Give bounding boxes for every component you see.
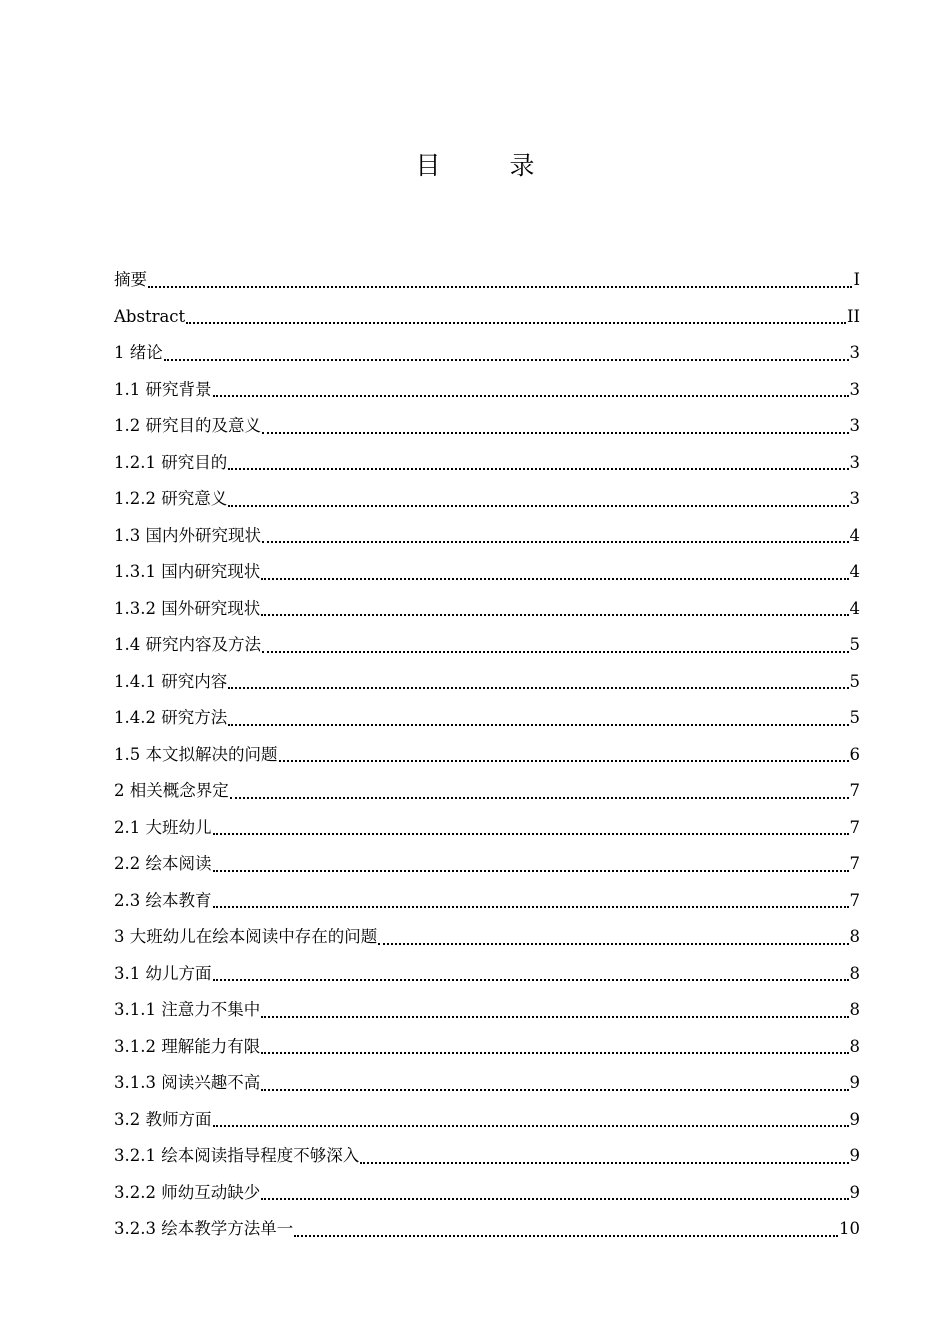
toc-entry-page-number: 5 (849, 708, 860, 727)
toc-dot-leader (261, 1051, 848, 1054)
toc-entry-page-number: 4 (849, 525, 860, 545)
page-title: 目 录 (415, 151, 557, 180)
toc-entry[interactable] (114, 992, 860, 1029)
toc-dot-leader (261, 1015, 848, 1018)
toc-dot-leader (213, 978, 849, 981)
toc-entry-page-number: 9 (849, 1182, 860, 1202)
toc-dot-leader (279, 759, 849, 762)
toc-entry-label: 3.1.2 理解能力有限 (114, 1036, 261, 1056)
toc-entry[interactable] (114, 518, 860, 555)
toc-entry-label: 3.1.1 注意力不集中 (114, 1000, 261, 1019)
toc-entry-page-number: 8 (849, 1036, 860, 1056)
toc-entry-label: 1.2 研究目的及意义 (114, 416, 261, 435)
toc-entry[interactable] (114, 919, 860, 956)
toc-dot-leader (262, 431, 849, 434)
toc-dot-leader (262, 650, 849, 653)
toc-entry-page-number: 3 (849, 343, 860, 362)
toc-entry-label: 2.3 绘本教育 (114, 890, 212, 910)
toc-entry-page-number: 9 (849, 1146, 860, 1165)
toc-entry-label: 1.3 国内外研究现状 (114, 525, 261, 545)
toc-entry-page-number: 9 (849, 1073, 860, 1092)
toc-dot-leader (230, 796, 849, 799)
toc-entry-label: 3.2.2 师幼互动缺少 (114, 1182, 261, 1202)
toc-entry-page-number: I (853, 270, 860, 289)
table-of-contents (114, 262, 860, 1248)
toc-entry-page-number: II (846, 306, 860, 326)
toc-dot-leader (261, 1197, 848, 1200)
toc-dot-leader (261, 577, 848, 580)
toc-dot-leader (261, 613, 848, 616)
toc-entry[interactable] (114, 627, 860, 664)
toc-dot-leader (213, 869, 849, 872)
toc-entry[interactable] (114, 664, 860, 701)
toc-entry-label: 摘要 (114, 270, 147, 289)
toc-entry-page-number: 4 (849, 562, 860, 581)
toc-entry-label: 1 绪论 (114, 343, 163, 362)
toc-dot-leader (360, 1161, 848, 1164)
toc-entry-label: 3.2.3 绘本教学方法单一 (114, 1219, 294, 1238)
toc-entry[interactable] (114, 1175, 860, 1212)
toc-entry-page-number: 4 (849, 598, 860, 618)
toc-dot-leader (186, 321, 846, 324)
toc-entry-label: 2.2 绘本阅读 (114, 854, 212, 873)
toc-entry-label: 1.2.2 研究意义 (114, 489, 228, 508)
toc-entry[interactable] (114, 846, 860, 883)
toc-dot-leader (228, 467, 848, 470)
toc-dot-leader (148, 285, 852, 288)
toc-dot-leader (213, 394, 849, 397)
toc-entry[interactable] (114, 481, 860, 518)
toc-entry-page-number: 10 (839, 1219, 860, 1238)
toc-entry-label: 1.4.1 研究内容 (114, 671, 228, 691)
toc-entry-label: Abstract (114, 306, 186, 326)
toc-entry-page-number: 7 (849, 854, 860, 873)
toc-entry-page-number: 9 (849, 1109, 860, 1129)
toc-entry[interactable] (114, 956, 860, 993)
toc-dot-leader (378, 942, 848, 945)
toc-entry-page-number: 5 (849, 635, 860, 654)
toc-entry-page-number: 6 (849, 744, 860, 764)
toc-entry[interactable] (114, 773, 860, 810)
toc-dot-leader (262, 540, 849, 543)
toc-entry-page-number: 7 (849, 817, 860, 837)
toc-dot-leader (213, 832, 849, 835)
toc-entry-page-number: 8 (849, 1000, 860, 1019)
toc-entry[interactable] (114, 335, 860, 372)
toc-entry-page-number: 3 (849, 452, 860, 472)
toc-entry-label: 3.1.3 阅读兴趣不高 (114, 1073, 261, 1092)
toc-entry-page-number: 7 (849, 890, 860, 910)
toc-entry-label: 1.3.2 国外研究现状 (114, 598, 261, 618)
toc-entry-label: 1.2.1 研究目的 (114, 452, 228, 472)
toc-entry[interactable] (114, 445, 860, 482)
toc-entry[interactable] (114, 408, 860, 445)
toc-entry[interactable] (114, 700, 860, 737)
toc-entry[interactable] (114, 1138, 860, 1175)
toc-entry-page-number: 3 (849, 379, 860, 399)
toc-entry[interactable] (114, 372, 860, 409)
toc-entry[interactable] (114, 737, 860, 774)
toc-entry[interactable] (114, 299, 860, 336)
toc-dot-leader (228, 504, 848, 507)
toc-dot-leader (164, 358, 849, 361)
toc-entry[interactable] (114, 883, 860, 920)
toc-entry[interactable] (114, 1211, 860, 1248)
toc-entry-label: 1.4 研究内容及方法 (114, 635, 261, 654)
toc-entry-page-number: 5 (849, 671, 860, 691)
toc-entry-label: 3 大班幼儿在绘本阅读中存在的问题 (114, 927, 378, 946)
toc-dot-leader (213, 905, 849, 908)
toc-entry[interactable] (114, 554, 860, 591)
toc-entry-page-number: 3 (849, 416, 860, 435)
toc-entry-page-number: 8 (849, 963, 860, 983)
toc-entry[interactable] (114, 591, 860, 628)
toc-entry[interactable] (114, 810, 860, 847)
toc-entry[interactable] (114, 1065, 860, 1102)
toc-entry-label: 1.4.2 研究方法 (114, 708, 228, 727)
toc-entry-label: 2.1 大班幼儿 (114, 817, 212, 837)
toc-entry-label: 3.1 幼儿方面 (114, 963, 212, 983)
toc-dot-leader (261, 1088, 848, 1091)
toc-entry[interactable] (114, 1029, 860, 1066)
toc-entry-label: 1.1 研究背景 (114, 379, 212, 399)
toc-entry-label: 1.5 本文拟解决的问题 (114, 744, 278, 764)
toc-dot-leader (228, 686, 848, 689)
toc-dot-leader (294, 1234, 838, 1237)
toc-entry-label: 2 相关概念界定 (114, 781, 229, 800)
toc-entry-page-number: 8 (849, 927, 860, 946)
toc-entry[interactable] (114, 1102, 860, 1139)
toc-entry-page-number: 3 (849, 489, 860, 508)
toc-dot-leader (228, 723, 848, 726)
toc-entry-label: 3.2 教师方面 (114, 1109, 212, 1129)
toc-entry-label: 3.2.1 绘本阅读指导程度不够深入 (114, 1146, 360, 1165)
toc-entry[interactable] (114, 262, 860, 299)
toc-entry-label: 1.3.1 国内研究现状 (114, 562, 261, 581)
toc-entry-page-number: 7 (849, 781, 860, 800)
toc-dot-leader (213, 1124, 849, 1127)
